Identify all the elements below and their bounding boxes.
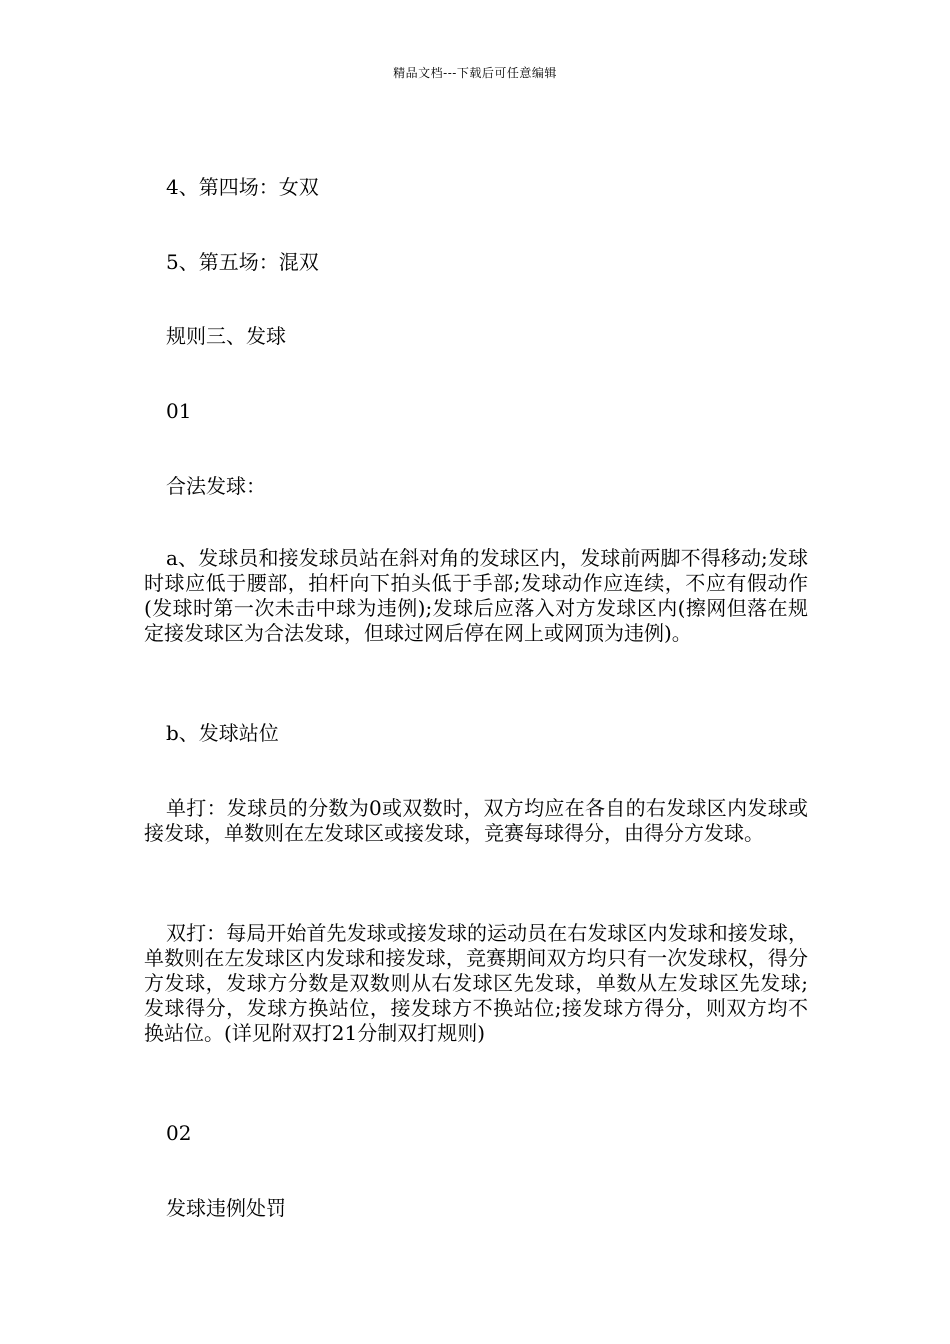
paragraph-doubles: 双打：每局开始首先发球或接发球的运动员在右发球区内发球和接发球，单数则在左发球区内发球和接发球，竞赛期间双方均只有一次发球权，得分方发球，发球方分数是双数则从右发球区先发球，单数从左发球区先发球;发球得分，发球方换站位，接发球方不换站位;接发球方得分，则双方均不换站位。(详见附双打21分制双打规则)	[144, 921, 808, 1045]
serve-fault-heading: 发球违例处罚	[166, 1196, 286, 1220]
legal-serve-heading: 合法发球：	[166, 474, 266, 498]
section-number-02: 02	[166, 1121, 192, 1145]
paragraph-legal-serve: a、发球员和接发球员站在斜对角的发球区内，发球前两脚不得移动;发球时球应低于腰部，拍杆向下拍头低于手部;发球动作应连续，不应有假动作(发球时第一次未击中球为违例);发球后应落入对方发球区内(擦网但落在规定接发球区为合法发球，但球过网后停在网上或网顶为违例)。	[144, 546, 808, 645]
page-header: 精品文档---下载后可任意编辑	[393, 66, 557, 80]
paragraph-singles: 单打：发球员的分数为0或双数时，双方均应在各自的右发球区内发球或接发球，单数则在左发球区或接发球，竞赛每球得分，由得分方发球。	[144, 796, 808, 845]
serve-position-heading: b、发球站位	[166, 721, 279, 745]
match-four-line: 4、第四场：女双	[166, 175, 319, 199]
section-number-01: 01	[166, 399, 192, 423]
rule-three-heading: 规则三、发球	[166, 324, 286, 348]
match-five-line: 5、第五场：混双	[166, 250, 319, 274]
